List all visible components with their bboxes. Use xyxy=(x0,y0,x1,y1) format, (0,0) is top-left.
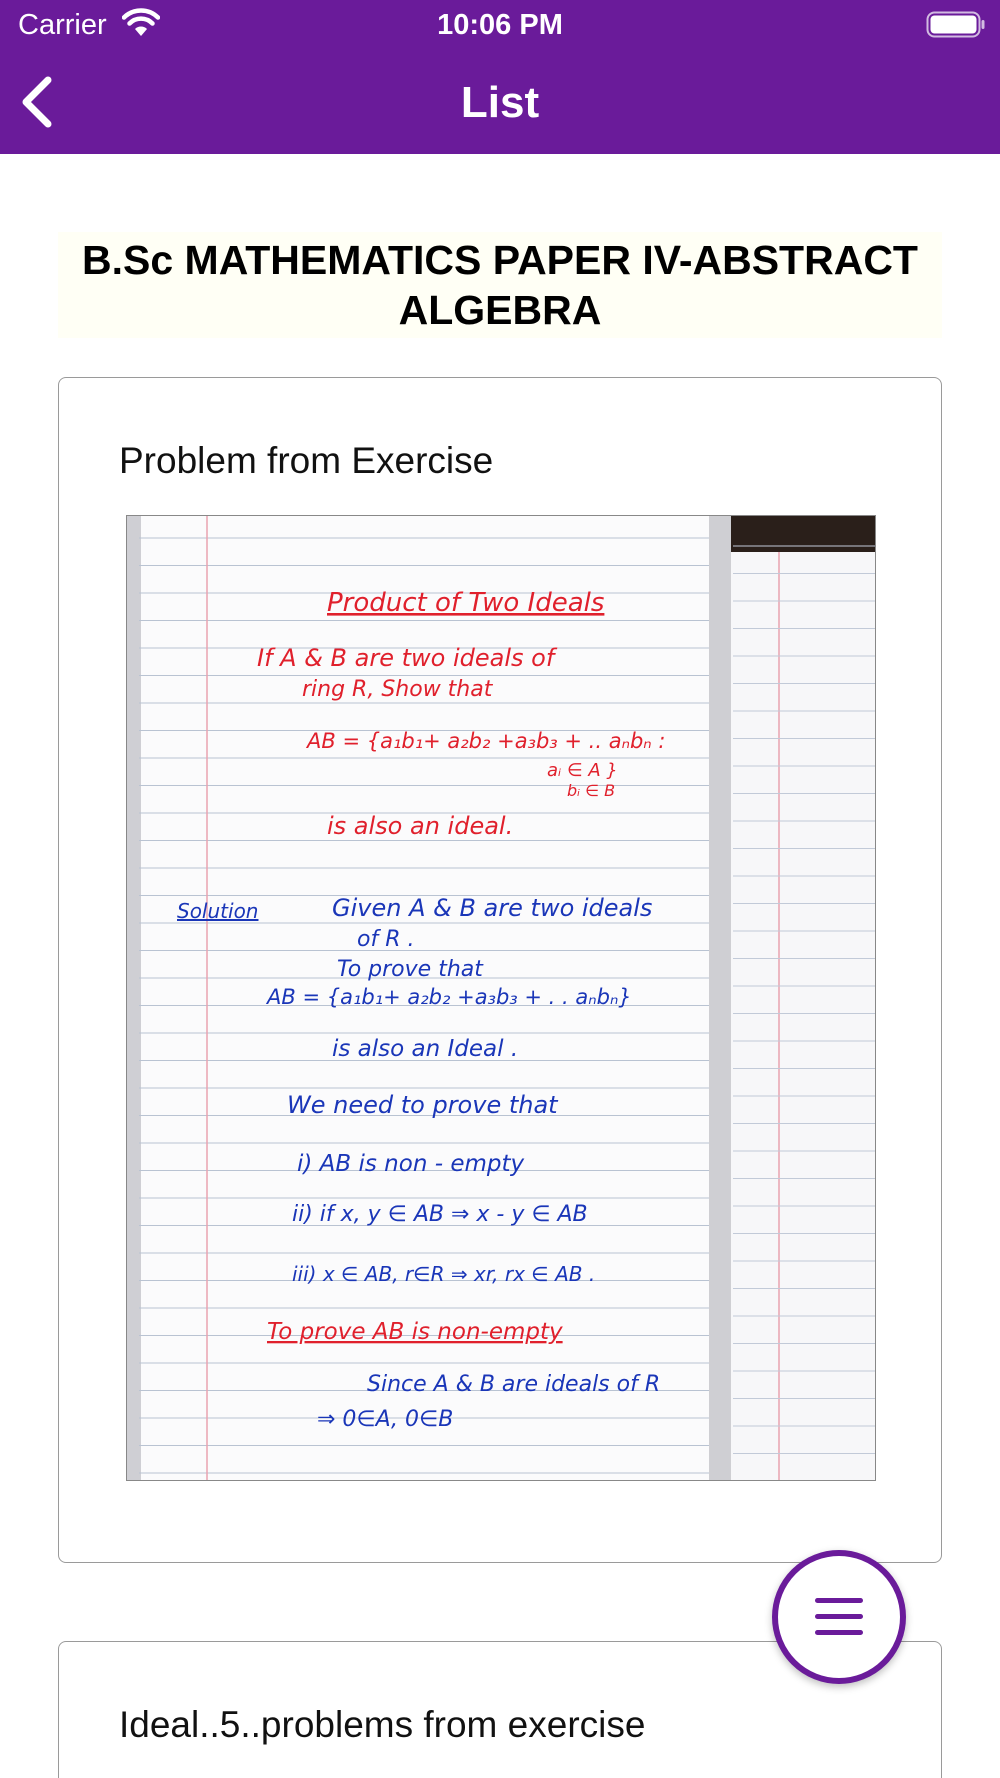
page-heading: B.Sc MATHEMATICS PAPER IV-ABSTRACT ALGEBRA xyxy=(58,232,942,338)
battery-icon xyxy=(926,11,986,38)
notebook-image xyxy=(126,515,876,1481)
handwritten-line: is also an ideal. xyxy=(327,812,514,840)
handwritten-line: Since A & B are ideals of R xyxy=(367,1372,661,1397)
navigation-bar xyxy=(0,50,1000,154)
status-bar xyxy=(0,0,1000,50)
handwritten-line: We need to prove that xyxy=(287,1091,558,1119)
handwritten-line: bᵢ ∈ B xyxy=(567,781,616,800)
list-item[interactable] xyxy=(58,377,942,1563)
handwritten-line: ⇒ 0∈A, 0∈B xyxy=(317,1407,454,1432)
handwritten-line: aᵢ ∈ A } xyxy=(547,760,618,781)
handwritten-line: Solution xyxy=(177,899,259,923)
menu-icon xyxy=(813,1595,865,1639)
carrier-label: Carrier xyxy=(18,9,107,41)
handwritten-line: i) AB is non - empty xyxy=(297,1151,525,1177)
handwritten-line: ii) if x, y ∈ AB ⇒ x - y ∈ AB xyxy=(292,1202,588,1227)
handwritten-line: Given A & B are two ideals xyxy=(332,894,653,922)
nav-title: List xyxy=(460,78,540,127)
handwritten-line: AB = {a₁b₁+ a₂b₂ +a₃b₃ + .. aₙbₙ : xyxy=(307,729,666,753)
card-title: Ideal..5..problems from exercise xyxy=(119,1704,646,1745)
handwritten-line: ring R, Show that xyxy=(302,677,493,702)
handwritten-line: AB = {a₁b₁+ a₂b₂ +a₃b₃ + . . aₙbₙ} xyxy=(267,985,632,1009)
handwritten-line: If A & B are two ideals of xyxy=(257,644,555,672)
clock: 10:06 PM xyxy=(437,9,563,41)
handwritten-line: To prove that xyxy=(337,957,483,982)
handwritten-line: Product of Two Ideals xyxy=(327,588,605,618)
handwritten-line: To prove AB is non-empty xyxy=(267,1319,563,1345)
menu-fab-button[interactable] xyxy=(772,1550,906,1684)
card-title: Problem from Exercise xyxy=(119,440,494,481)
handwritten-line: of R . xyxy=(357,927,415,952)
handwritten-line: iii) x ∈ AB, r∈R ⇒ xr, rx ∈ AB . xyxy=(292,1262,596,1286)
handwritten-line: is also an Ideal . xyxy=(332,1036,519,1062)
